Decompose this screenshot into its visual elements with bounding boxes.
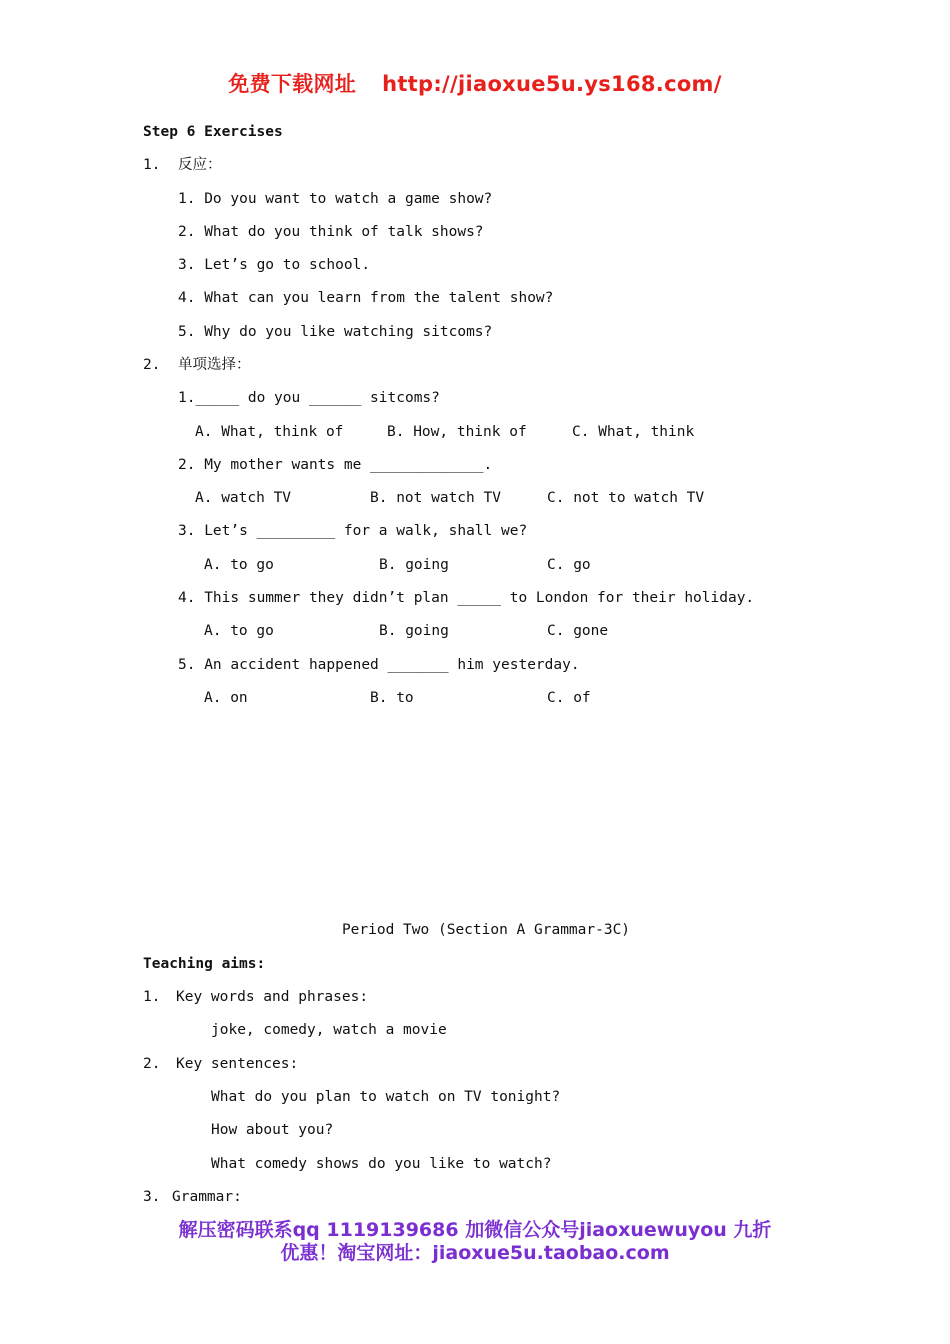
teaching-aims-label: Teaching aims: (143, 956, 266, 972)
option-b: B. not watch TV (370, 490, 501, 506)
response-item: 5. Why do you like watching sitcoms? (178, 324, 493, 340)
option-a: A. on (204, 690, 248, 706)
option-a: A. What, think of (195, 424, 344, 440)
response-item: 4. What can you learn from the talent show? (178, 290, 554, 306)
footer-line-1: 解压密码联系qq 1119139686 加微信公众号jiaoxuewuyou 九折 (178, 1219, 772, 1241)
response-item: 2. What do you think of talk shows? (178, 224, 484, 240)
option-c: C. not to watch TV (547, 490, 705, 506)
key-words-value: joke, comedy, watch a movie (211, 1022, 447, 1038)
option-a: A. to go (204, 623, 274, 639)
period-title: Period Two (Section A Grammar-3C) (341, 922, 631, 938)
footer-line-2: 优惠！淘宝网址：jiaoxue5u.taobao.com (280, 1242, 670, 1264)
section1-number: 1. (143, 157, 161, 173)
section2-label: 单项选择： (178, 357, 251, 373)
key-words-label: Key words and phrases: (176, 989, 369, 1005)
option-b: B. How, think of (387, 424, 527, 440)
option-b: B. to (370, 690, 414, 706)
key-sentence: How about you? (211, 1122, 334, 1138)
option-a: A. watch TV (195, 490, 292, 506)
page-header (0, 68, 950, 98)
question-text: 1._____ do you ______ sitcoms? (178, 390, 440, 406)
question-text: 4. This summer they didn’t plan _____ to London for their holiday. (178, 590, 755, 606)
header-cn-label: 免费下载网址 (228, 72, 357, 96)
option-b: B. going (379, 623, 449, 639)
response-item: 3. Let’s go to school. (178, 257, 371, 273)
aim-number: 2. (143, 1056, 161, 1072)
option-c: C. of (547, 690, 591, 706)
aim-number: 3. (143, 1189, 161, 1205)
option-a: A. to go (204, 557, 274, 573)
key-sentences-label: Key sentences: (176, 1056, 299, 1072)
section2-number: 2. (143, 357, 161, 373)
key-sentence: What comedy shows do you like to watch? (211, 1156, 552, 1172)
question-text: 5. An accident happened _______ him yesterday. (178, 657, 580, 673)
option-c: C. gone (547, 623, 609, 639)
option-c: C. What, think (572, 424, 695, 440)
grammar-label: Grammar: (172, 1189, 242, 1205)
question-text: 2. My mother wants me _____________. (178, 457, 493, 473)
option-b: B. going (379, 557, 449, 573)
header-url-link[interactable]: http://jiaoxue5u.ys168.com/ (382, 72, 722, 96)
question-text: 3. Let’s _________ for a walk, shall we? (178, 523, 528, 539)
aim-number: 1. (143, 989, 161, 1005)
section1-label: 反应： (178, 157, 222, 173)
step6-title: Step 6 Exercises (143, 124, 283, 140)
response-item: 1. Do you want to watch a game show? (178, 191, 493, 207)
option-c: C. go (547, 557, 591, 573)
key-sentence: What do you plan to watch on TV tonight? (211, 1089, 561, 1105)
